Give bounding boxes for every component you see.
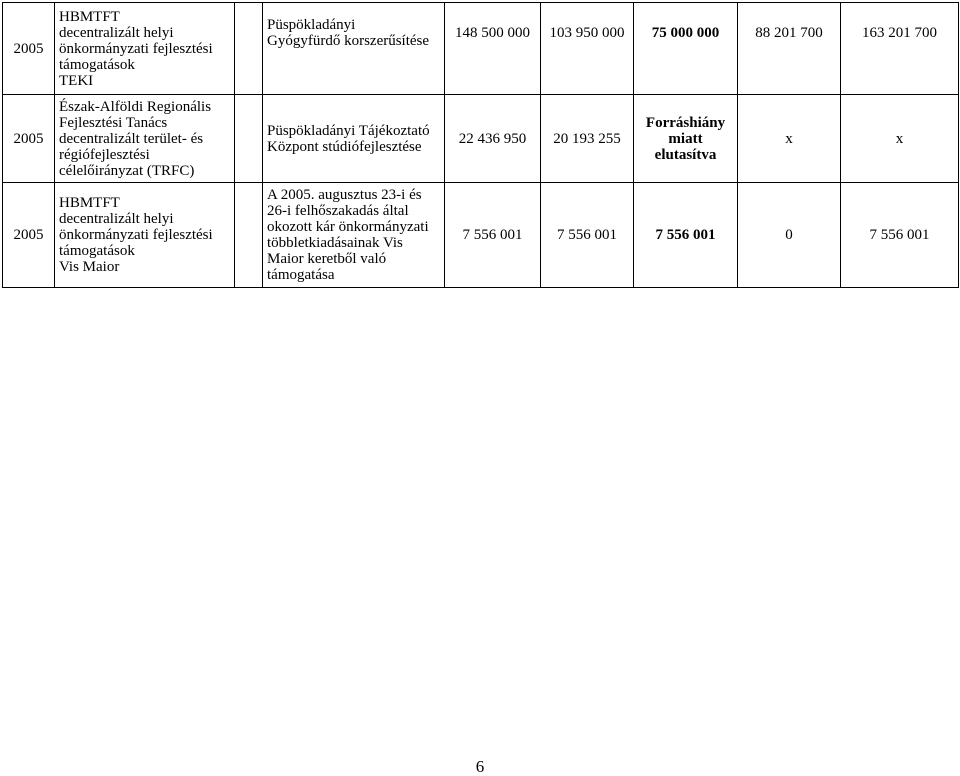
rejection-note-cell — [634, 95, 738, 183]
recipient-line: decentralizált terület- és — [59, 130, 204, 147]
project-line: Központ stúdiófejlesztése — [267, 138, 422, 155]
project-line: A 2005. augusztus 23-i és — [267, 187, 422, 203]
recipient-line: Fejlesztési Tanács — [59, 114, 168, 131]
col4-cell: 0 — [738, 183, 841, 288]
own-funds-value: 103 950 000 — [549, 24, 625, 41]
year-cell: 2005 — [3, 95, 55, 183]
cost-total-cell — [445, 3, 541, 95]
cost-total-cell: 22 436 950 — [445, 95, 541, 183]
table-row — [3, 95, 959, 183]
recipient-cell — [55, 3, 235, 95]
empty-cell — [235, 3, 263, 95]
recipient-line: HBMTFT — [59, 195, 120, 211]
recipient-cell — [55, 183, 235, 288]
rejection-note-line: miatt — [668, 130, 703, 147]
recipient-line: decentralizált helyi — [59, 24, 174, 41]
project-line: Püspökladányi — [267, 16, 356, 33]
recipient-line: Észak-Alföldi Regionális — [59, 98, 212, 115]
project-cell — [263, 183, 445, 288]
requested-cell — [634, 3, 738, 95]
recipient-line: célelőirányzat (TRFC) — [59, 162, 195, 179]
own-funds-cell: 20 193 255 — [541, 95, 634, 183]
grant-table — [2, 2, 959, 288]
page-number: 6 — [475, 757, 485, 776]
cost-total-cell: 7 556 001 — [445, 183, 541, 288]
col5-cell — [841, 3, 959, 95]
project-line: Püspökladányi Tájékoztató — [267, 122, 430, 139]
year-cell: 2005 — [3, 183, 55, 288]
project-line: többletkiadásainak Vis — [267, 235, 403, 251]
recipient-line: támogatások — [59, 56, 135, 73]
project-line: 26-i felhőszakadás által — [267, 203, 409, 219]
col5-value: 163 201 700 — [862, 24, 937, 41]
recipient-cell — [55, 95, 235, 183]
recipient-line: Vis Maior — [59, 259, 120, 275]
project-cell — [263, 95, 445, 183]
project-cell — [263, 3, 445, 95]
cost-total-value: 148 500 000 — [455, 24, 530, 41]
own-funds-cell — [541, 3, 634, 95]
recipient-line: HBMTFT — [59, 8, 120, 25]
project-line: Gyógyfürdő korszerűsítése — [267, 32, 430, 49]
table-row — [3, 3, 959, 95]
col4-cell: x — [738, 95, 841, 183]
recipient-line: önkormányzati fejlesztési — [59, 40, 213, 57]
recipient-line: régiófejlesztési — [59, 146, 150, 163]
year-cell: 2005 — [3, 3, 55, 95]
recipient-line: támogatások — [59, 243, 135, 259]
rejection-note-line: Forráshiány — [645, 114, 726, 131]
empty-cell — [235, 183, 263, 288]
col5-cell: 7 556 001 — [841, 183, 959, 288]
recipient-line: TEKI — [59, 72, 94, 89]
col5-cell: x — [841, 95, 959, 183]
project-line: okozott kár önkormányzati — [267, 219, 429, 235]
table-row — [3, 183, 959, 288]
recipient-line: decentralizált helyi — [59, 211, 174, 227]
requested-cell: 7 556 001 — [634, 183, 738, 288]
project-line: támogatása — [267, 267, 335, 283]
rejection-note-line: elutasítva — [654, 146, 717, 163]
col4-cell — [738, 3, 841, 95]
empty-cell — [235, 95, 263, 183]
requested-value: 75 000 000 — [651, 24, 720, 41]
recipient-line: önkormányzati fejlesztési — [59, 227, 213, 243]
own-funds-cell: 7 556 001 — [541, 183, 634, 288]
col4-value: 88 201 700 — [755, 24, 823, 41]
project-line: Maior keretből való — [267, 251, 387, 267]
